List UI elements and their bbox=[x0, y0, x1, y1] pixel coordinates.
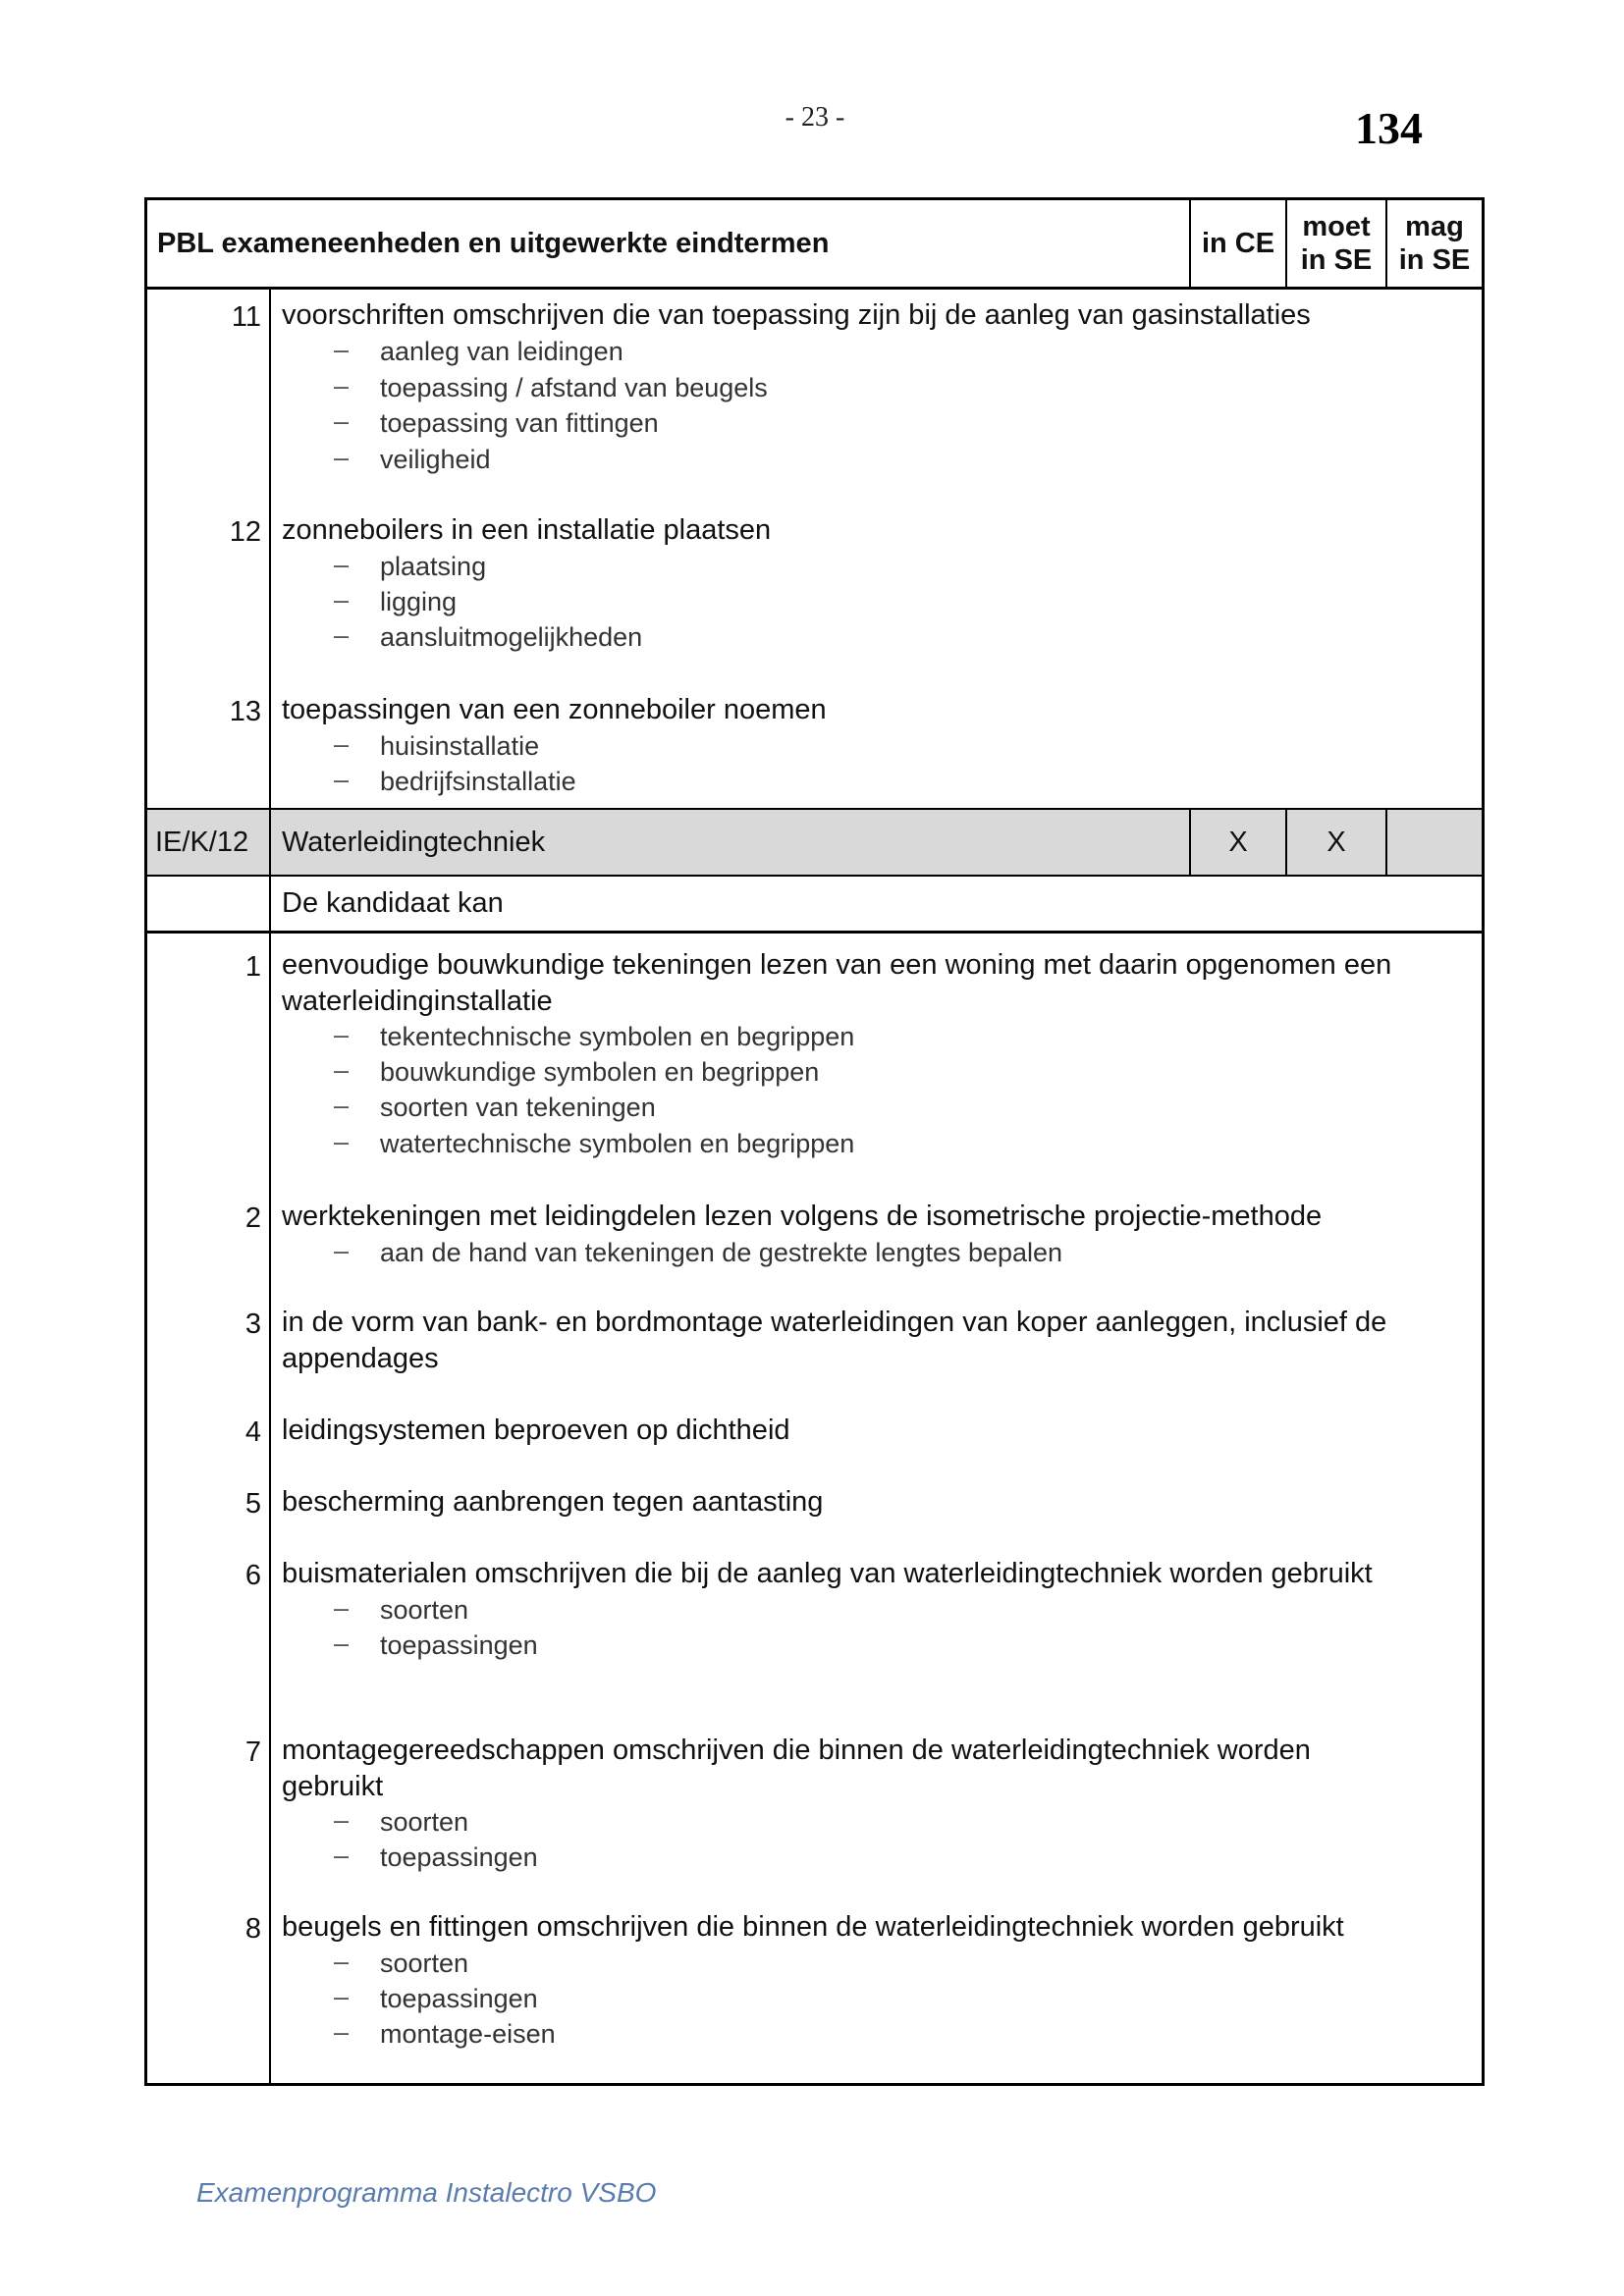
subitem-text: ligging bbox=[380, 587, 458, 616]
item-number: 12 bbox=[229, 516, 261, 548]
dash-bullet-icon: – bbox=[334, 1236, 350, 1265]
subitem-text: toepassing van fittingen bbox=[380, 408, 659, 438]
item-text: eenvoudige bouwkundige tekeningen lezen van een woning met daarin opgenomen een bbox=[282, 949, 1392, 981]
document-number: 134 bbox=[1355, 103, 1423, 153]
subitem-text: soorten bbox=[380, 1807, 469, 1837]
item-number: 5 bbox=[244, 1488, 261, 1520]
table-header bbox=[147, 200, 1482, 290]
dash-bullet-icon: – bbox=[334, 1127, 350, 1156]
dash-bullet-icon: – bbox=[334, 550, 350, 579]
item-text: leidingsystemen beproeven op dichtheid bbox=[282, 1415, 790, 1446]
header-mag-in-se: mag in SE bbox=[1398, 211, 1471, 276]
subitem-text: aan de hand van tekeningen de gestrekte lengtes bepalen bbox=[380, 1238, 1063, 1267]
item-text: montagegereedschappen omschrijven die binnen de waterleidingtechniek worden bbox=[282, 1735, 1311, 1766]
subitem-text: huisinstallatie bbox=[380, 731, 540, 761]
dash-bullet-icon: – bbox=[334, 1020, 350, 1049]
moet-in-se-mark: X bbox=[1326, 827, 1346, 858]
item-number: 11 bbox=[231, 301, 261, 333]
subitem-text: toepassingen bbox=[380, 1630, 538, 1660]
item-text: beugels en fittingen omschrijven die binnen de waterleidingtechniek worden gebruikt bbox=[282, 1911, 1344, 1943]
subitem-text: toepassingen bbox=[380, 1984, 538, 2013]
item-text: voorschriften omschrijven die van toepassing zijn bij de aanleg van gasinstallaties bbox=[282, 299, 1311, 331]
subitem-text: watertechnische symbolen en begrippen bbox=[380, 1129, 855, 1158]
dash-bullet-icon: – bbox=[334, 371, 350, 400]
dash-bullet-icon: – bbox=[334, 765, 350, 794]
row-divider bbox=[269, 810, 271, 875]
dash-bullet-icon: – bbox=[334, 729, 350, 759]
item-text-continued: appendages bbox=[282, 1343, 439, 1374]
subitem-text: tekentechnische symbolen en begrippen bbox=[380, 1022, 855, 1051]
header-title: PBL exameneenheden en uitgewerkte eindtermen bbox=[157, 228, 830, 259]
item-text-continued: waterleidinginstallatie bbox=[282, 986, 553, 1017]
subitem-text: veiligheid bbox=[380, 445, 491, 474]
item-number: 2 bbox=[244, 1202, 261, 1234]
dash-bullet-icon: – bbox=[334, 620, 350, 650]
unit-code: IE/K/12 bbox=[155, 827, 249, 858]
item-number: 6 bbox=[244, 1560, 261, 1591]
unit-title: Waterleidingtechniek bbox=[282, 827, 546, 858]
in-ce-mark: X bbox=[1228, 827, 1248, 858]
dash-bullet-icon: – bbox=[334, 1593, 350, 1623]
subitem-text: soorten bbox=[380, 1595, 469, 1625]
dash-bullet-icon: – bbox=[334, 1982, 350, 2011]
subitem-text: aanleg van leidingen bbox=[380, 337, 623, 366]
item-text: in de vorm van bank- en bordmontage waterleidingen van koper aanleggen, inclusief de bbox=[282, 1307, 1387, 1338]
subitem-text: soorten bbox=[380, 1949, 469, 1978]
header-in-ce: in CE bbox=[1201, 228, 1275, 259]
item-text: toepassingen van een zonneboiler noemen bbox=[282, 694, 827, 725]
subitem-text: montage-eisen bbox=[380, 2019, 556, 2049]
intro-row bbox=[147, 877, 1482, 934]
subitem-text: bouwkundige symbolen en begrippen bbox=[380, 1057, 820, 1087]
dash-bullet-icon: – bbox=[334, 585, 350, 614]
page-number: - 23 - bbox=[785, 102, 845, 133]
subitem-text: plaatsing bbox=[380, 552, 487, 581]
footer-text: Examenprogramma Instalectro VSBO bbox=[196, 2177, 657, 2208]
header-moet-in-se: moet in SE bbox=[1300, 211, 1373, 276]
dash-bullet-icon: – bbox=[334, 2017, 350, 2047]
eindtermen-table bbox=[144, 197, 1485, 2086]
subitem-text: toepassingen bbox=[380, 1842, 538, 1872]
item-text: zonneboilers in een installatie plaatsen bbox=[282, 514, 772, 546]
intro-text: De kandidaat kan bbox=[282, 887, 504, 919]
dash-bullet-icon: – bbox=[334, 1629, 350, 1658]
item-number: 8 bbox=[244, 1913, 261, 1945]
subitem-text: bedrijfsinstallatie bbox=[380, 767, 576, 796]
dash-bullet-icon: – bbox=[334, 1947, 350, 1976]
item-text: werktekeningen met leidingdelen lezen volgens de isometrische projectie-methode bbox=[282, 1201, 1323, 1232]
dash-bullet-icon: – bbox=[334, 1805, 350, 1835]
item-number: 4 bbox=[244, 1416, 261, 1448]
number-column-divider bbox=[269, 290, 271, 2086]
item-number: 3 bbox=[244, 1308, 261, 1340]
dash-bullet-icon: – bbox=[334, 335, 350, 364]
dash-bullet-icon: – bbox=[334, 1055, 350, 1085]
item-number: 1 bbox=[244, 951, 261, 983]
item-number: 13 bbox=[229, 696, 261, 727]
item-text: bescherming aanbrengen tegen aantasting bbox=[282, 1486, 824, 1518]
subitem-text: soorten van tekeningen bbox=[380, 1093, 656, 1122]
dash-bullet-icon: – bbox=[334, 443, 350, 472]
unit-row bbox=[147, 808, 1482, 877]
item-text: buismaterialen omschrijven die bij de aanleg van waterleidingtechniek worden gebruikt bbox=[282, 1558, 1373, 1589]
subitem-text: aansluitmogelijkheden bbox=[380, 622, 643, 652]
mag-in-se-mark bbox=[1387, 810, 1482, 875]
item-number: 7 bbox=[244, 1736, 261, 1768]
dash-bullet-icon: – bbox=[334, 406, 350, 436]
item-text-continued: gebruikt bbox=[282, 1771, 384, 1802]
dash-bullet-icon: – bbox=[334, 1091, 350, 1120]
dash-bullet-icon: – bbox=[334, 1841, 350, 1870]
subitem-text: toepassing / afstand van beugels bbox=[380, 373, 768, 402]
